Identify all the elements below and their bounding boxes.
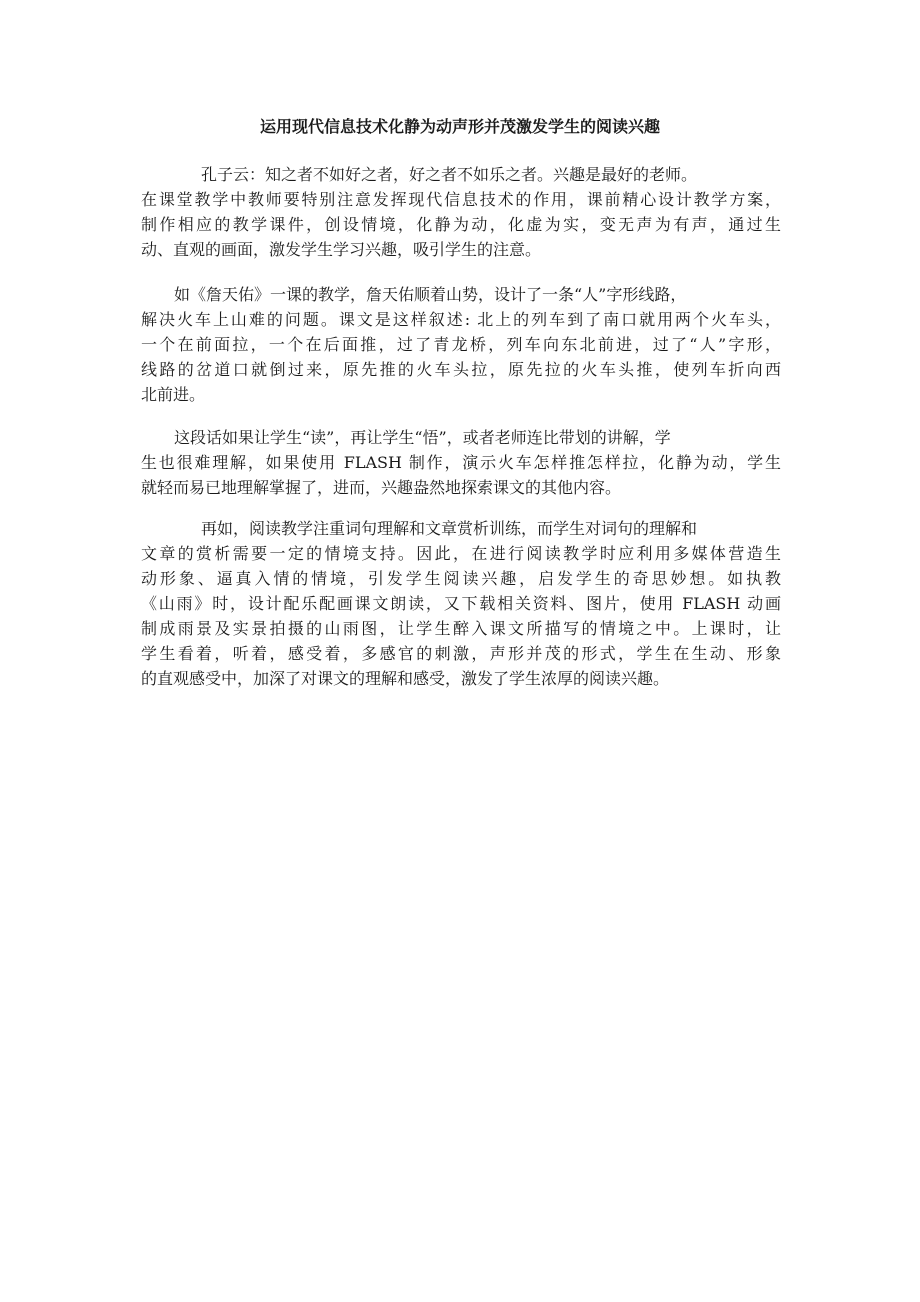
paragraph-3 (141, 425, 781, 500)
paragraph-line: 的直观感受中，加深了对课文的理解和感受，激发了学生浓厚的阅读兴趣。 (141, 669, 670, 688)
paragraph-line: 动、直观的画面，激发学生学习兴趣，吸引学生的注意。 (141, 240, 542, 259)
paragraph-line: 再如，阅读教学注重词句理解和文章赏析训练，而学生对词句的理解和 (201, 519, 698, 538)
paragraph-4 (141, 516, 781, 691)
paragraph-line: 在课堂教学中教师要特别注意发挥现代信息技术的作用，课前精心设计教学方案， (141, 190, 781, 209)
paragraph-line: 一个在前面拉，一个在后面推，过了青龙桥，列车向东北前进，过了“人”字形， (141, 335, 781, 354)
paragraph-line: 这段话如果让学生“读”，再让学生“悟”，或者老师连比带划的讲解，学 (174, 428, 671, 447)
paragraph-line: 制作相应的教学课件，创设情境，化静为动，化虚为实，变无声为有声，通过生 (141, 215, 781, 234)
paragraph-line: 如《詹天佑》一课的教学，詹天佑顺着山势，设计了一条“人”字形线路， (174, 285, 687, 304)
paragraph-line: 线路的岔道口就倒过来，原先推的火车头拉，原先拉的火车头推，使列车折向西 (141, 360, 781, 379)
paragraph-line: 解决火车上山难的问题。课文是这样叙述: 北上的列车到了南口就用两个火车头， (141, 310, 781, 329)
paragraph-line: 制成雨景及实景拍摄的山雨图，让学生醉入课文所描写的情境之中。上课时，让 (141, 619, 781, 638)
paragraph-line: 学生看着，听着，感受着，多感官的刺激，声形并茂的形式，学生在生动、形象 (141, 644, 781, 663)
document-title: 运用现代信息技术化静为动声形并茂激发学生的阅读兴趣 (259, 117, 660, 136)
paragraph-line: 北前进。 (141, 385, 206, 404)
paragraph-line: 生也很难理解，如果使用 FLASH 制作，演示火车怎样推怎样拉，化静为动，学生 (141, 453, 781, 472)
paragraph-2 (141, 282, 781, 407)
paragraph-line: 动形象、逼真入情的情境，引发学生阅读兴趣，启发学生的奇思妙想。如执教 (141, 569, 781, 588)
paragraph-line: 孔子云：知之者不如好之者，好之者不如乐之者。兴趣是最好的老师。 (201, 165, 698, 184)
paragraph-line: 就轻而易已地理解掌握了，进而，兴趣盎然地探索课文的其他内容。 (141, 478, 622, 497)
paragraph-line: 文章的赏析需要一定的情境支持。因此，在进行阅读教学时应利用多媒体营造生 (141, 544, 781, 563)
paragraph-line: 《山雨》时，设计配乐配画课文朗读，又下载相关资料、图片，使用 FLASH 动画 (141, 594, 781, 613)
paragraph-1 (141, 162, 781, 262)
